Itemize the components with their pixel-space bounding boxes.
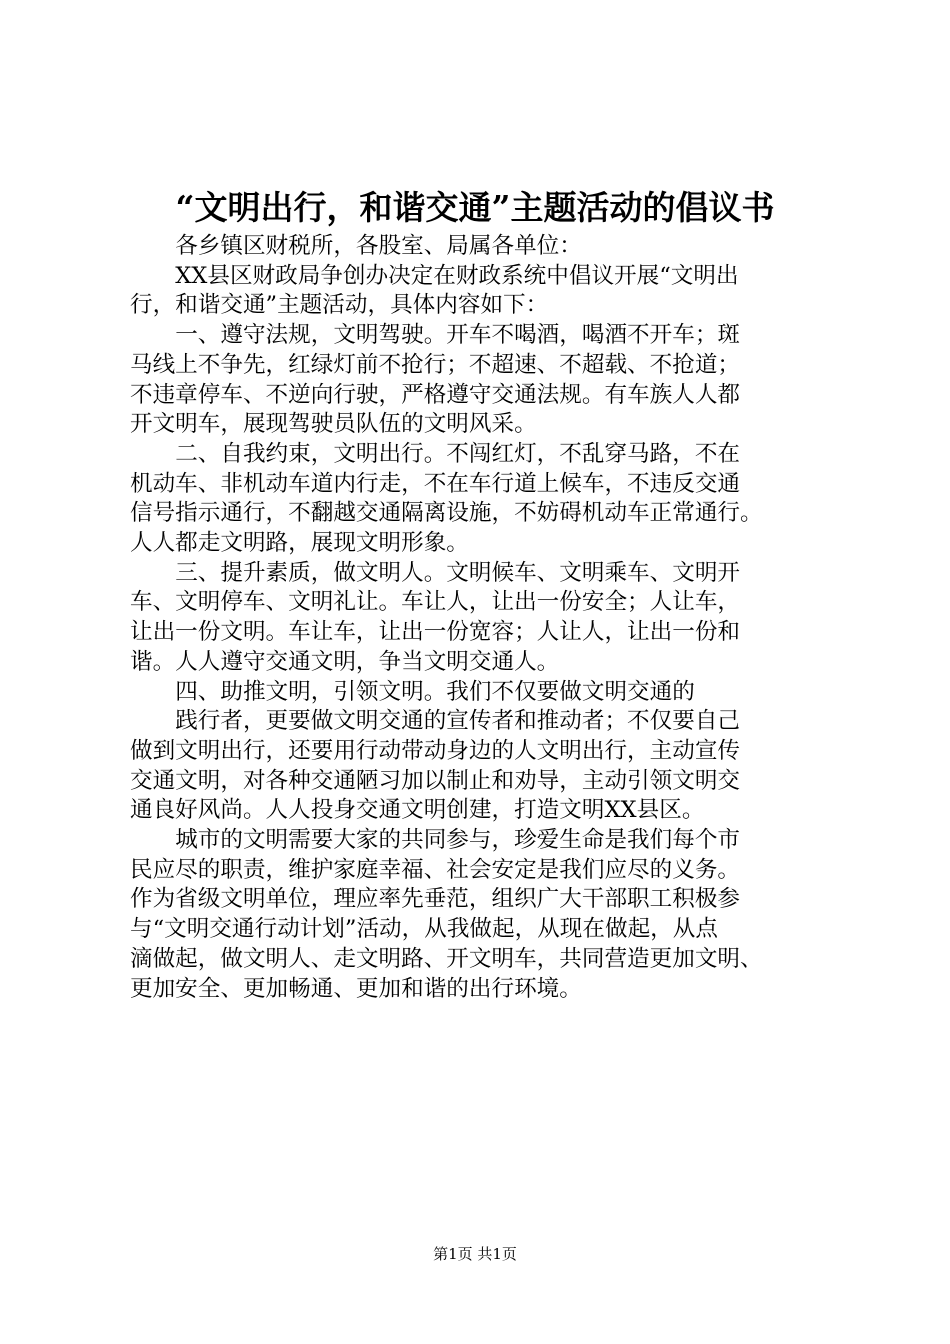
paragraph-5 xyxy=(130,826,828,1004)
text-line: 更加安全、更加畅通、更加和谐的出行环境。 xyxy=(130,975,582,1002)
text-line: 四、助推文明，引领文明。我们不仅要做文明交通的 xyxy=(175,678,695,705)
text-line: 通良好风尚。人人投身交通文明创建，打造文明XX县区。 xyxy=(130,797,705,824)
paragraph-2 xyxy=(130,440,828,559)
text-line: 人人都走文明路，展现文明形象。 xyxy=(130,530,469,557)
document-body xyxy=(130,232,828,1004)
text-line: 民应尽的职责，维护家庭幸福、社会安定是我们应尽的义务。 xyxy=(130,856,741,883)
document-title: “文明出行，和谐交通”主题活动的倡议书 xyxy=(175,188,775,227)
text-line: 交通文明，对各种交通陋习加以制止和劝导，主动引领文明交 xyxy=(130,767,741,794)
salutation xyxy=(130,232,828,262)
text-line: 让出一份文明。车让车，让出一份宽容；人让人，让出一份和 xyxy=(130,619,741,646)
text-line: 谐。人人遵守交通文明，争当文明交通人。 xyxy=(130,648,560,675)
text-line: 践行者，更要做文明交通的宣传者和推动者；不仅要自己 xyxy=(175,708,741,735)
paragraph-4 xyxy=(130,678,828,827)
text-line: 马线上不争先，红绿灯前不抢行；不超速、不超载、不抢道； xyxy=(130,351,741,378)
text-line: 三、提升素质，做文明人。文明候车、文明乘车、文明开 xyxy=(175,559,741,586)
text-line: 做到文明出行，还要用行动带动身边的人文明出行，主动宣传 xyxy=(130,737,741,764)
paragraph-1 xyxy=(130,321,828,440)
text-line: 行，和谐交通”主题活动，具体内容如下： xyxy=(130,292,549,319)
salutation-line: 各乡镇区财税所，各股室、局属各单位： xyxy=(175,233,582,259)
text-line: 一、遵守法规，文明驾驶。开车不喝酒，喝酒不开车；斑 xyxy=(175,322,741,349)
text-line: 与“文明交通行动计划”活动，从我做起，从现在做起，从点 xyxy=(130,916,718,943)
text-line: 开文明车，展现驾驶员队伍的文明风采。 xyxy=(130,411,537,438)
text-line: 信号指示通行，不翻越交通隔离设施，不妨碍机动车正常通行。 xyxy=(130,500,763,527)
text-line: 机动车、非机动车道内行走，不在车行道上候车，不违反交通 xyxy=(130,470,741,497)
text-line: 滴做起，做文明人、走文明路、开文明车，共同营造更加文明、 xyxy=(130,945,763,972)
text-line: 车、文明停车、文明礼让。车让人，让出一份安全；人让车， xyxy=(130,589,741,616)
text-line: XX县区财政局争创办决定在财政系统中倡议开展“文明出 xyxy=(175,262,739,289)
text-line: 不违章停车、不逆向行驶，严格遵守交通法规。有车族人人都 xyxy=(130,381,741,408)
paragraph-3 xyxy=(130,559,828,678)
text-line: 作为省级文明单位，理应率先垂范，组织广大干部职工积极参 xyxy=(130,886,741,913)
page-number-footer: 第1页 共1页 xyxy=(433,1245,517,1263)
text-line: 二、自我约束，文明出行。不闯红灯，不乱穿马路，不在 xyxy=(175,440,741,467)
intro-paragraph xyxy=(130,262,828,321)
text-line: 城市的文明需要大家的共同参与，珍爱生命是我们每个市 xyxy=(175,827,741,854)
